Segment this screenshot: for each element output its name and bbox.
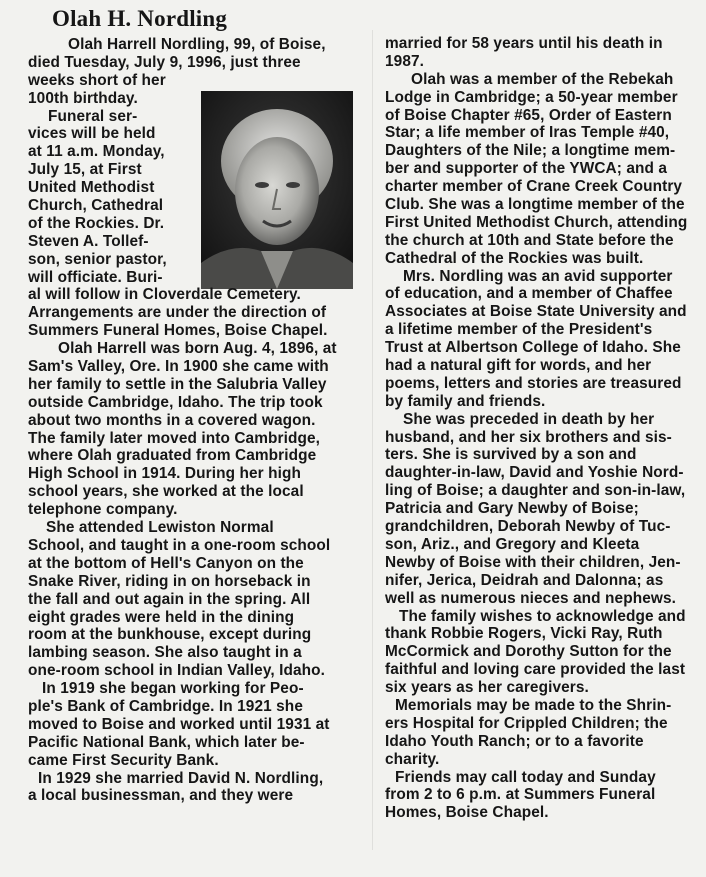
text-line: husband, and her six brothers and sis- (385, 428, 672, 446)
text-line: McCormick and Dorothy Sutton for the (385, 643, 672, 661)
text-line: faithful and loving care provided the last (385, 661, 686, 679)
text-line: Funeral ser- (48, 107, 138, 125)
text-line: daughter-in-law, David and Yoshie Nord- (385, 464, 684, 482)
text-line: the church at 10th and State before the (385, 231, 674, 249)
text-line: grandchildren, Deborah Newby of Tuc- (385, 518, 671, 536)
text-line: Steven A. Tollef- (28, 232, 149, 250)
text-line: son, Ariz., and Gregory and Kleeta (385, 535, 640, 553)
text-line: al will follow in Cloverdale Cemetery. (28, 286, 301, 304)
text-line: ling of Boise; a daughter and son-in-law, (385, 482, 686, 500)
text-line: Olah Harrell was born Aug. 4, 1896, at (58, 340, 337, 358)
text-line: telephone company. (28, 501, 178, 519)
text-line: a local businessman, and they were (28, 787, 294, 805)
text-line: Daughters of the Nile; a longtime mem- (385, 142, 676, 160)
text-line: married for 58 years until his death in (385, 35, 663, 52)
text-line: well as numerous nieces and nephews. (385, 589, 676, 607)
text-line: the fall and out again in the spring. All (28, 590, 311, 608)
text-line: School, and taught in a one-room school (28, 536, 331, 554)
text-line: 100th birthday. (28, 89, 138, 107)
text-line: lambing season. She also taught in a (28, 644, 302, 662)
text-line: Trust at Albertson College of Idaho. She (385, 339, 681, 357)
text-line: In 1919 she began working for Peo- (42, 680, 304, 698)
text-line: Cathedral of the Rockies was built. (385, 249, 644, 267)
text-line: First United Methodist Church, attending (385, 213, 688, 231)
text-line: where Olah graduated from Cambridge (28, 447, 317, 465)
text-line: Friends may call today and Sunday (395, 768, 656, 786)
text-line: had a natural gift for words, and her (385, 357, 652, 375)
text-line: will officiate. Buri- (28, 268, 163, 286)
text-line: Snake River, riding in on horseback in (28, 572, 311, 590)
text-line: about two months in a covered wagon. (28, 411, 316, 429)
text-line: Memorials may be made to the Shrin- (395, 696, 672, 714)
text-line: from 2 to 6 p.m. at Summers Funeral (385, 786, 656, 804)
text-line: Club. She was a longtime member of the (385, 196, 685, 214)
text-line: school years, she worked at the local (28, 483, 304, 501)
text-line: Arrangements are under the direction of (28, 304, 327, 322)
text-line: Summers Funeral Homes, Boise Chapel. (28, 322, 328, 340)
text-line: room at the bunkhouse, except during (28, 626, 312, 644)
text-line: moved to Boise and worked until 1931 at (28, 715, 330, 733)
text-line: She was preceded in death by her (403, 410, 655, 428)
text-line: son, senior pastor, (28, 250, 167, 268)
text-line: Newby of Boise with their children, Jen- (385, 553, 681, 571)
text-line: July 15, at First (28, 161, 142, 179)
text-line: Homes, Boise Chapel. (385, 804, 549, 822)
text-line: Olah Harrell Nordling, 99, of Boise, (68, 36, 326, 53)
text-line: of the Rockies. Dr. (28, 214, 165, 232)
text-line: She attended Lewiston Normal (46, 519, 274, 537)
text-line: poems, letters and stories are treasured (385, 374, 682, 392)
text-line: vices will be held (28, 125, 156, 143)
text-line: died Tuesday, July 9, 1996, just three (28, 53, 301, 71)
obituary-title: Olah H. Nordling (52, 6, 228, 31)
text-line: The family wishes to acknowledge and (399, 607, 686, 625)
text-line: came First Security Bank. (28, 751, 219, 769)
text-line: 1987. (385, 52, 425, 70)
text-line: Star; a life member of Iras Temple #40, (385, 124, 670, 142)
text-line: In 1929 she married David N. Nordling, (38, 769, 324, 787)
text-line: Sam's Valley, Ore. In 1900 she came with (28, 358, 329, 376)
text-line: The family later moved into Cambridge, (28, 429, 321, 447)
text-line: Lodge in Cambridge; a 50-year member (385, 88, 678, 106)
text-line: a lifetime member of the President's (385, 321, 653, 339)
text-line: at the bottom of Hell's Canyon on the (28, 554, 304, 572)
column-right (385, 35, 697, 822)
text-line: ters. She is survived by a son and (385, 446, 637, 464)
text-line: ers Hospital for Crippled Children; the (385, 714, 668, 732)
text-line: United Methodist (28, 179, 155, 197)
column-divider (372, 30, 373, 850)
text-line: charity. (385, 750, 440, 768)
text-line: outside Cambridge, Idaho. The trip took (28, 393, 323, 411)
text-line: six years as her caregivers. (385, 679, 589, 697)
text-line: Pacific National Bank, which later be- (28, 733, 305, 751)
text-line: of Boise Chapter #65, Order of Eastern (385, 106, 672, 124)
text-line: her family to settle in the Salubria Valley (28, 375, 327, 393)
text-line: charter member of Crane Creek Country (385, 178, 683, 196)
text-line: High School in 1914. During her high (28, 465, 301, 483)
text-line: Idaho Youth Ranch; or to a favorite (385, 732, 644, 750)
text-wrap-around-photo (28, 90, 194, 287)
text-line: nifer, Jerica, Deidrah and Dalonna; as (385, 571, 664, 589)
text-line: Mrs. Nordling was an avid supporter (403, 267, 673, 285)
text-line: ber and supporter of the YWCA; and a (385, 160, 668, 178)
text-line: of education, and a member of Chaffee (385, 285, 673, 303)
text-line: at 11 a.m. Monday, (28, 143, 165, 161)
text-line: Church, Cathedral (28, 197, 164, 215)
text-line: ple's Bank of Cambridge. In 1921 she (28, 697, 303, 715)
text-line: eight grades were held in the dining (28, 608, 295, 626)
text-line: Associates at Boise State University and (385, 303, 687, 321)
text-line: one-room school in Indian Valley, Idaho. (28, 662, 326, 680)
text-line: Patricia and Gary Newby of Boise; (385, 500, 639, 518)
text-line: by family and friends. (385, 392, 546, 410)
column-left (28, 36, 364, 805)
text-line: weeks short of her (28, 71, 166, 89)
text-line: thank Robbie Rogers, Vicki Ray, Ruth (385, 625, 663, 643)
text-line: Olah was a member of the Rebekah (411, 70, 674, 88)
